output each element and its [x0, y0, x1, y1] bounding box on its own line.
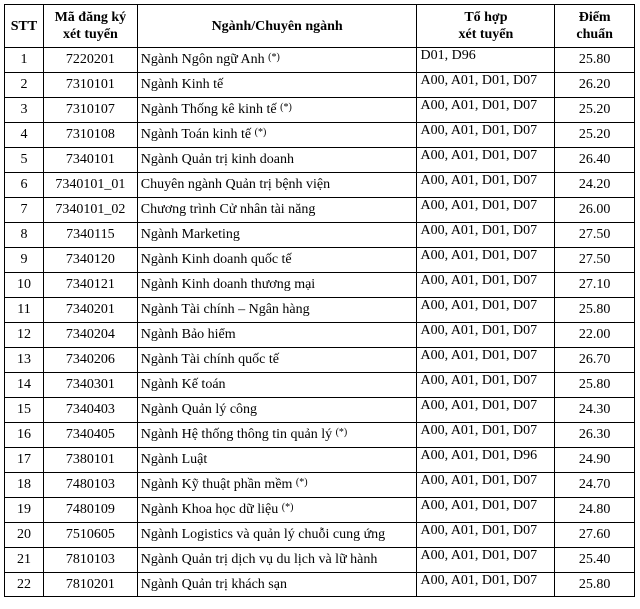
- row-code-text: 7340204: [65, 327, 115, 342]
- asterisk-note: (*): [281, 501, 294, 513]
- row-name: [137, 473, 417, 498]
- header-name-label: Ngành/Chuyên ngành: [211, 18, 343, 34]
- header-code-line2: xét tuyển: [62, 27, 118, 42]
- row-score-text: 26.70: [578, 352, 611, 367]
- row-score-text: 26.20: [578, 77, 611, 92]
- table-row: [5, 573, 635, 597]
- row-stt-text: 17: [16, 452, 31, 467]
- row-code: [43, 523, 137, 548]
- row-score: [555, 373, 635, 398]
- row-code-text: 7310108: [65, 127, 115, 142]
- header-score-line2: chuẩn: [576, 27, 613, 42]
- table-row: [5, 373, 635, 398]
- row-name-text: Ngành Quản trị dịch vụ du lịch và lữ hành: [140, 552, 378, 567]
- row-stt: [5, 73, 44, 98]
- table-row: [5, 398, 635, 423]
- row-combo: [417, 573, 555, 597]
- row-score-text: 26.30: [578, 427, 611, 442]
- row-name: [137, 148, 417, 173]
- row-stt-text: 22: [16, 576, 31, 592]
- row-code: [43, 423, 137, 448]
- row-stt-text: 5: [20, 152, 28, 167]
- row-combo: [417, 273, 555, 298]
- row-combo-text: A00, A01, D01, D07: [420, 498, 538, 513]
- table-row: [5, 523, 635, 548]
- row-stt-text: 21: [16, 552, 31, 567]
- table-row: [5, 473, 635, 498]
- row-name: [137, 423, 417, 448]
- row-stt-text: 19: [16, 502, 31, 517]
- row-stt-text: 13: [16, 352, 31, 367]
- row-code: [43, 198, 137, 223]
- asterisk-note: (*): [280, 101, 292, 113]
- row-name: [137, 98, 417, 123]
- table-row: [5, 73, 635, 98]
- row-stt: [5, 373, 44, 398]
- row-code: [43, 323, 137, 348]
- row-combo: [417, 373, 555, 398]
- row-combo-text: A00, A01, D01, D07: [420, 98, 538, 113]
- row-combo: [417, 548, 555, 573]
- table-row: [5, 348, 635, 373]
- row-code: [43, 248, 137, 273]
- row-code: [43, 123, 137, 148]
- header-stt: [5, 5, 44, 48]
- header-score-line1: Điểm: [578, 10, 611, 25]
- row-code-text: 7480109: [65, 502, 115, 517]
- row-stt: [5, 198, 44, 223]
- row-stt: [5, 223, 44, 248]
- row-score-text: 24.20: [578, 177, 611, 192]
- row-stt: [5, 348, 44, 373]
- row-score-text: 25.20: [578, 102, 611, 117]
- row-name: [137, 273, 417, 298]
- row-score: [555, 398, 635, 423]
- row-name-text: Ngành Marketing: [140, 227, 240, 242]
- row-code-text: 7810201: [65, 576, 115, 592]
- row-score-text: 24.80: [578, 502, 611, 517]
- table-row: [5, 423, 635, 448]
- row-code: [43, 473, 137, 498]
- table-row: [5, 323, 635, 348]
- row-score: [555, 98, 635, 123]
- row-score: [555, 48, 635, 73]
- row-combo-text: A00, A01, D01, D07: [420, 223, 538, 238]
- row-code: [43, 273, 137, 298]
- table-row: [5, 148, 635, 173]
- row-stt-text: 16: [16, 427, 31, 442]
- table-row: [5, 173, 635, 198]
- header-code-line1: Mã đăng ký: [54, 10, 127, 25]
- row-stt-text: 12: [16, 327, 31, 342]
- table-row: [5, 48, 635, 73]
- row-stt: [5, 523, 44, 548]
- row-name: [137, 223, 417, 248]
- row-name: [137, 73, 417, 98]
- row-stt: [5, 48, 44, 73]
- row-name: [137, 298, 417, 323]
- row-combo-text: A00, A01, D01, D07: [420, 573, 538, 588]
- row-combo: [417, 223, 555, 248]
- row-name: [137, 398, 417, 423]
- row-name-text: Ngành Hệ thống thông tin quản lý: [140, 426, 333, 442]
- row-combo: [417, 298, 555, 323]
- row-name: [137, 573, 417, 597]
- row-code: [43, 73, 137, 98]
- row-name-text: Ngành Kinh doanh quốc tế: [140, 252, 292, 267]
- row-name-text: Ngành Ngôn ngữ Anh: [140, 51, 265, 67]
- row-combo-text: A00, A01, D01, D07: [420, 173, 538, 188]
- row-name-text: Chuyên ngành Quản trị bệnh viện: [140, 177, 331, 192]
- row-name: [137, 373, 417, 398]
- row-name: [137, 348, 417, 373]
- row-stt: [5, 298, 44, 323]
- table-row: [5, 248, 635, 273]
- row-code: [43, 148, 137, 173]
- row-code: [43, 298, 137, 323]
- row-score: [555, 323, 635, 348]
- asterisk-note: (*): [268, 51, 280, 63]
- row-stt-text: 15: [16, 402, 31, 417]
- row-code: [43, 448, 137, 473]
- row-combo-text: A00, A01, D01, D07: [420, 298, 538, 313]
- row-code-text: 7340206: [65, 352, 115, 367]
- row-code-text: 7340201: [65, 302, 115, 317]
- row-name-text: Ngành Quản trị kinh doanh: [140, 152, 294, 167]
- row-combo-text: A00, A01, D01, D07: [420, 198, 538, 213]
- row-name-text: Ngành Tài chính – Ngân hàng: [140, 302, 310, 317]
- row-combo: [417, 473, 555, 498]
- row-score-text: 25.80: [578, 302, 611, 317]
- row-name: [137, 448, 417, 473]
- admission-scores-table: [4, 4, 635, 597]
- row-stt-text: 20: [16, 527, 31, 542]
- row-name: [137, 48, 417, 73]
- row-code-text: 7310101: [65, 77, 115, 92]
- row-code: [43, 498, 137, 523]
- row-combo-text: A00, A01, D01, D07: [420, 473, 538, 488]
- header-stt-label: STT: [10, 18, 38, 34]
- row-score-text: 25.80: [578, 377, 611, 392]
- row-stt: [5, 148, 44, 173]
- row-combo: [417, 148, 555, 173]
- row-score: [555, 248, 635, 273]
- row-stt: [5, 98, 44, 123]
- row-stt-text: 14: [16, 377, 31, 392]
- row-combo: [417, 523, 555, 548]
- row-name-text: Ngành Thống kê kinh tế: [140, 101, 277, 117]
- row-code-text: 7340115: [66, 227, 115, 242]
- row-score: [555, 448, 635, 473]
- row-combo-text: A00, A01, D01, D07: [420, 148, 538, 163]
- row-combo-text: A00, A01, D01, D07: [420, 273, 538, 288]
- header-combo-line1: Tổ hợp: [464, 10, 508, 25]
- row-stt: [5, 548, 44, 573]
- row-code: [43, 98, 137, 123]
- row-combo: [417, 323, 555, 348]
- row-name-text: Ngành Logistics và quản lý chuỗi cung ứng: [140, 527, 386, 542]
- table-row: [5, 448, 635, 473]
- row-stt: [5, 448, 44, 473]
- row-code-text: 7340403: [65, 402, 115, 417]
- row-score: [555, 173, 635, 198]
- row-stt: [5, 173, 44, 198]
- row-name-text: Ngành Toán kinh tế: [140, 126, 252, 142]
- row-combo: [417, 73, 555, 98]
- row-stt: [5, 423, 44, 448]
- row-name-text: Ngành Kinh tế: [140, 77, 224, 92]
- asterisk-note: (*): [254, 126, 267, 138]
- row-score: [555, 223, 635, 248]
- row-name-text: Chương trình Cử nhân tài năng: [140, 202, 316, 217]
- row-combo: [417, 423, 555, 448]
- row-score: [555, 523, 635, 548]
- row-score-text: 24.30: [578, 402, 611, 417]
- row-combo-text: A00, A01, D01, D07: [420, 548, 538, 563]
- row-score: [555, 73, 635, 98]
- row-name-text: Ngành Tài chính quốc tế: [140, 352, 279, 367]
- row-score: [555, 473, 635, 498]
- row-name-text: Ngành Kế toán: [140, 377, 226, 392]
- row-score: [555, 498, 635, 523]
- row-score-text: 25.20: [578, 127, 611, 142]
- row-score-text: 25.80: [578, 576, 611, 592]
- row-name: [137, 173, 417, 198]
- row-name: [137, 498, 417, 523]
- row-combo: [417, 498, 555, 523]
- header-combo: [417, 5, 555, 48]
- row-code-text: 7340301: [65, 377, 115, 392]
- row-code-text: 7340120: [65, 252, 115, 267]
- row-stt-text: 6: [20, 177, 28, 192]
- row-code: [43, 548, 137, 573]
- row-name-text: Ngành Quản lý công: [140, 402, 258, 417]
- row-combo-text: A00, A01, D01, D07: [420, 123, 538, 138]
- header-row: [5, 5, 635, 48]
- row-stt-text: 3: [20, 102, 28, 117]
- row-score-text: 26.00: [578, 202, 611, 217]
- table-row: [5, 198, 635, 223]
- row-code-text: 7480103: [65, 477, 115, 492]
- row-code: [43, 223, 137, 248]
- row-score: [555, 298, 635, 323]
- row-combo-text: A00, A01, D01, D07: [420, 523, 538, 538]
- row-code-text: 7340101: [65, 152, 115, 167]
- row-code-text: 7220201: [65, 52, 115, 67]
- row-score-text: 26.40: [578, 152, 611, 167]
- row-score: [555, 148, 635, 173]
- row-code-text: 7340101_02: [55, 202, 126, 217]
- row-name-text: Ngành Khoa học dữ liệu: [140, 501, 279, 517]
- row-combo-text: A00, A01, D01, D07: [420, 423, 538, 438]
- header-name: [137, 5, 417, 48]
- row-score: [555, 423, 635, 448]
- row-combo-text: A00, A01, D01, D07: [420, 373, 538, 388]
- row-stt-text: 2: [20, 77, 28, 92]
- row-stt-text: 11: [17, 302, 31, 317]
- row-combo-text: A00, A01, D01, D07: [420, 323, 538, 338]
- row-score-text: 27.50: [578, 252, 611, 267]
- row-name: [137, 548, 417, 573]
- row-score: [555, 198, 635, 223]
- row-stt: [5, 573, 44, 597]
- table-row: [5, 298, 635, 323]
- table-row: [5, 498, 635, 523]
- row-stt: [5, 498, 44, 523]
- row-name: [137, 248, 417, 273]
- row-code: [43, 398, 137, 423]
- row-code-text: 7340121: [65, 277, 115, 292]
- header-combo-line2: xét tuyển: [458, 27, 514, 42]
- row-name: [137, 323, 417, 348]
- row-stt-text: 7: [20, 202, 28, 217]
- row-name-text: Ngành Bảo hiểm: [140, 327, 236, 342]
- row-combo: [417, 448, 555, 473]
- row-stt: [5, 273, 44, 298]
- header-score: [555, 5, 635, 48]
- row-combo-text: A00, A01, D01, D07: [420, 73, 538, 88]
- row-combo: [417, 348, 555, 373]
- row-score-text: 24.70: [578, 477, 611, 492]
- row-combo-text: A00, A01, D01, D07: [420, 348, 538, 363]
- row-combo: [417, 173, 555, 198]
- row-stt: [5, 123, 44, 148]
- row-stt: [5, 323, 44, 348]
- row-name-text: Ngành Luật: [140, 452, 208, 467]
- row-combo-text: D01, D96: [420, 48, 476, 63]
- row-score: [555, 273, 635, 298]
- row-score: [555, 123, 635, 148]
- row-combo-text: A00, A01, D01, D07: [420, 248, 538, 263]
- row-code-text: 7510605: [65, 527, 115, 542]
- row-combo: [417, 98, 555, 123]
- row-combo: [417, 198, 555, 223]
- row-stt-text: 4: [20, 127, 28, 142]
- row-stt-text: 18: [16, 477, 31, 492]
- table-row: [5, 98, 635, 123]
- row-score-text: 24.90: [578, 452, 611, 467]
- row-combo-text: A00, A01, D01, D96: [420, 448, 538, 463]
- row-combo-text: A00, A01, D01, D07: [420, 398, 538, 413]
- table-row: [5, 223, 635, 248]
- table-row: [5, 273, 635, 298]
- row-code: [43, 373, 137, 398]
- row-code-text: 7310107: [65, 102, 115, 117]
- row-score-text: 27.50: [578, 227, 611, 242]
- row-score-text: 25.80: [578, 52, 611, 67]
- row-score: [555, 348, 635, 373]
- row-name-text: Ngành Kỹ thuật phần mềm: [140, 476, 293, 492]
- table-row: [5, 123, 635, 148]
- row-score-text: 27.60: [578, 527, 611, 542]
- row-name: [137, 123, 417, 148]
- row-name-text: Ngành Kinh doanh thương mại: [140, 277, 316, 292]
- row-combo: [417, 398, 555, 423]
- row-code: [43, 348, 137, 373]
- row-stt-text: 9: [20, 252, 28, 267]
- row-code-text: 7340101_01: [55, 177, 126, 192]
- row-score-text: 25.40: [578, 552, 611, 567]
- row-stt-text: 10: [16, 277, 31, 292]
- row-stt: [5, 398, 44, 423]
- row-combo: [417, 123, 555, 148]
- row-code-text: 7340405: [65, 427, 115, 442]
- row-stt: [5, 473, 44, 498]
- row-stt-text: 8: [20, 227, 28, 242]
- row-code: [43, 48, 137, 73]
- table-row: [5, 548, 635, 573]
- row-score: [555, 573, 635, 597]
- header-code: [43, 5, 137, 48]
- row-code: [43, 573, 137, 597]
- row-name: [137, 198, 417, 223]
- asterisk-note: (*): [335, 426, 348, 438]
- row-code: [43, 173, 137, 198]
- row-code-text: 7810103: [65, 552, 115, 567]
- asterisk-note: (*): [295, 476, 308, 488]
- row-score-text: 27.10: [578, 277, 611, 292]
- row-stt-text: 1: [20, 52, 28, 67]
- row-combo: [417, 248, 555, 273]
- row-score-text: 22.00: [578, 327, 611, 342]
- row-score: [555, 548, 635, 573]
- row-combo: [417, 48, 555, 73]
- row-code-text: 7380101: [65, 452, 115, 467]
- row-stt: [5, 248, 44, 273]
- row-name: [137, 523, 417, 548]
- row-name-text: Ngành Quản trị khách sạn: [140, 576, 287, 592]
